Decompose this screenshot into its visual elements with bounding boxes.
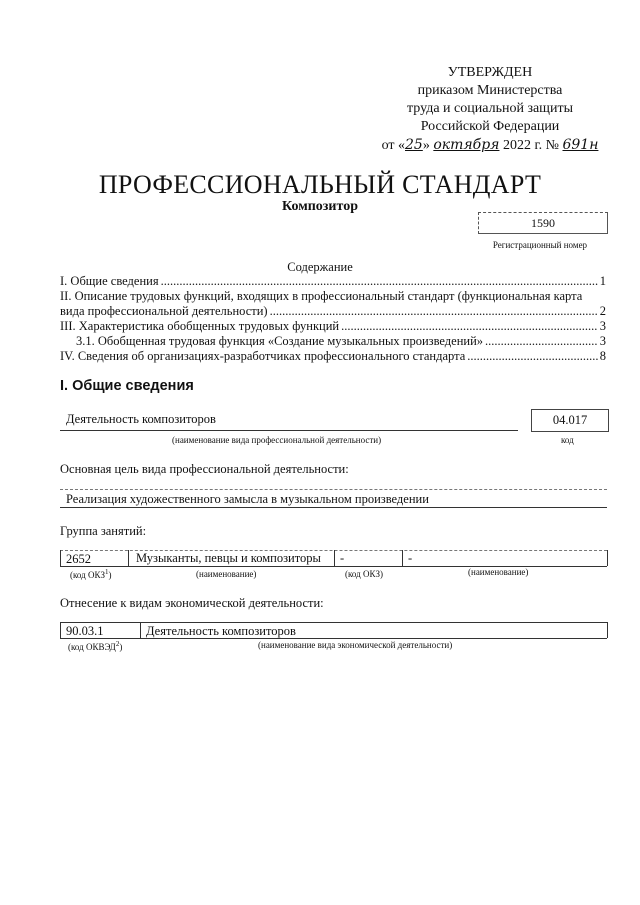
- group-divider: [60, 550, 61, 566]
- econ-label: Отнесение к видам экономической деятельности:: [60, 596, 324, 610]
- toc-item[interactable]: II. Описание трудовых функций, входящих в профессиональный стандарт (функциональная карта: [60, 289, 583, 303]
- group-name-1: Музыканты, певцы и композиторы: [136, 551, 321, 565]
- document-title: ПРОФЕССИОНАЛЬНЫЙ СТАНДАРТ: [98, 170, 542, 199]
- activity-underline: [60, 430, 518, 431]
- activity-code-caption: код: [561, 435, 574, 445]
- group-divider: [402, 550, 403, 566]
- order-line: [360, 136, 620, 155]
- group-divider: [128, 550, 129, 566]
- econ-bottom-line: [60, 638, 607, 639]
- goal-top-line: [60, 489, 607, 490]
- order-number: 691н: [562, 137, 599, 153]
- toc-item[interactable]: IV. Сведения об организациях-разработчиках профессионального стандарта ..... 8: [60, 349, 606, 364]
- toc-item[interactable]: I. Общие сведения ..... 1: [60, 274, 606, 289]
- contents-list: [60, 274, 606, 364]
- group-code-1: 2652: [66, 552, 91, 566]
- goal-text: Реализация художественного замысла в музыкальном произведении: [66, 492, 429, 506]
- econ-divider: [607, 622, 608, 638]
- contents-title: Содержание: [287, 260, 353, 274]
- document-subtitle: Композитор: [282, 199, 358, 214]
- toc-item[interactable]: III. Характеристика обобщенных трудовых функций ..... 3: [60, 319, 606, 334]
- activity-name-caption: (наименование вида профессиональной деятельности): [172, 435, 382, 445]
- order-day: 25: [405, 137, 423, 153]
- activity-name: Деятельность композиторов: [66, 412, 216, 426]
- goal-bottom-line: [60, 507, 607, 508]
- group-name-2: -: [408, 551, 413, 565]
- group-name-2-caption: (наименование): [468, 567, 529, 577]
- approval-line-1: УТВЕРЖДЕН: [447, 65, 533, 80]
- econ-code-caption: (код ОКВЭД$^2$): [68, 640, 123, 652]
- econ-name: Деятельность композиторов: [146, 624, 296, 638]
- econ-top-line: [60, 622, 607, 623]
- section-heading: I. Общие сведения: [60, 378, 194, 394]
- order-year: 2022 г. №: [502, 138, 559, 153]
- econ-divider: [60, 622, 61, 638]
- approval-line-4: Российской Федерации: [420, 119, 560, 134]
- approval-line-2: приказом Министерства: [417, 83, 563, 98]
- goal-label: Основная цель вида профессиональной деятельности:: [60, 462, 349, 476]
- registration-number-box: 1590: [478, 212, 608, 234]
- group-code-2: -: [340, 551, 345, 565]
- order-prefix: от «: [381, 138, 405, 153]
- order-month: октября: [433, 137, 500, 153]
- activity-code-box: 04.017: [531, 409, 609, 432]
- toc-item[interactable]: вида профессиональной деятельности) ..... 2: [60, 304, 606, 319]
- approval-line-3: труда и социальной защиты: [407, 101, 573, 116]
- group-divider: [607, 550, 608, 566]
- group-code-2-caption: (код ОКЗ): [345, 569, 383, 579]
- group-name-1-caption: (наименование): [196, 569, 257, 579]
- approval-block: [360, 64, 620, 155]
- registration-number-label: Регистрационный номер: [492, 240, 588, 250]
- order-mid: »: [422, 138, 430, 153]
- econ-name-caption: (наименование вида экономической деятельности): [258, 640, 453, 650]
- group-code-1-caption: (код ОКЗ$^1$): [70, 568, 112, 580]
- group-divider: [334, 550, 335, 566]
- toc-item[interactable]: 3.1. Обобщенная трудовая функция «Создание музыкальных произведений» ..... 3: [60, 334, 606, 349]
- group-label: Группа занятий:: [60, 524, 147, 538]
- econ-divider: [140, 622, 141, 638]
- econ-code: 90.03.1: [66, 624, 104, 638]
